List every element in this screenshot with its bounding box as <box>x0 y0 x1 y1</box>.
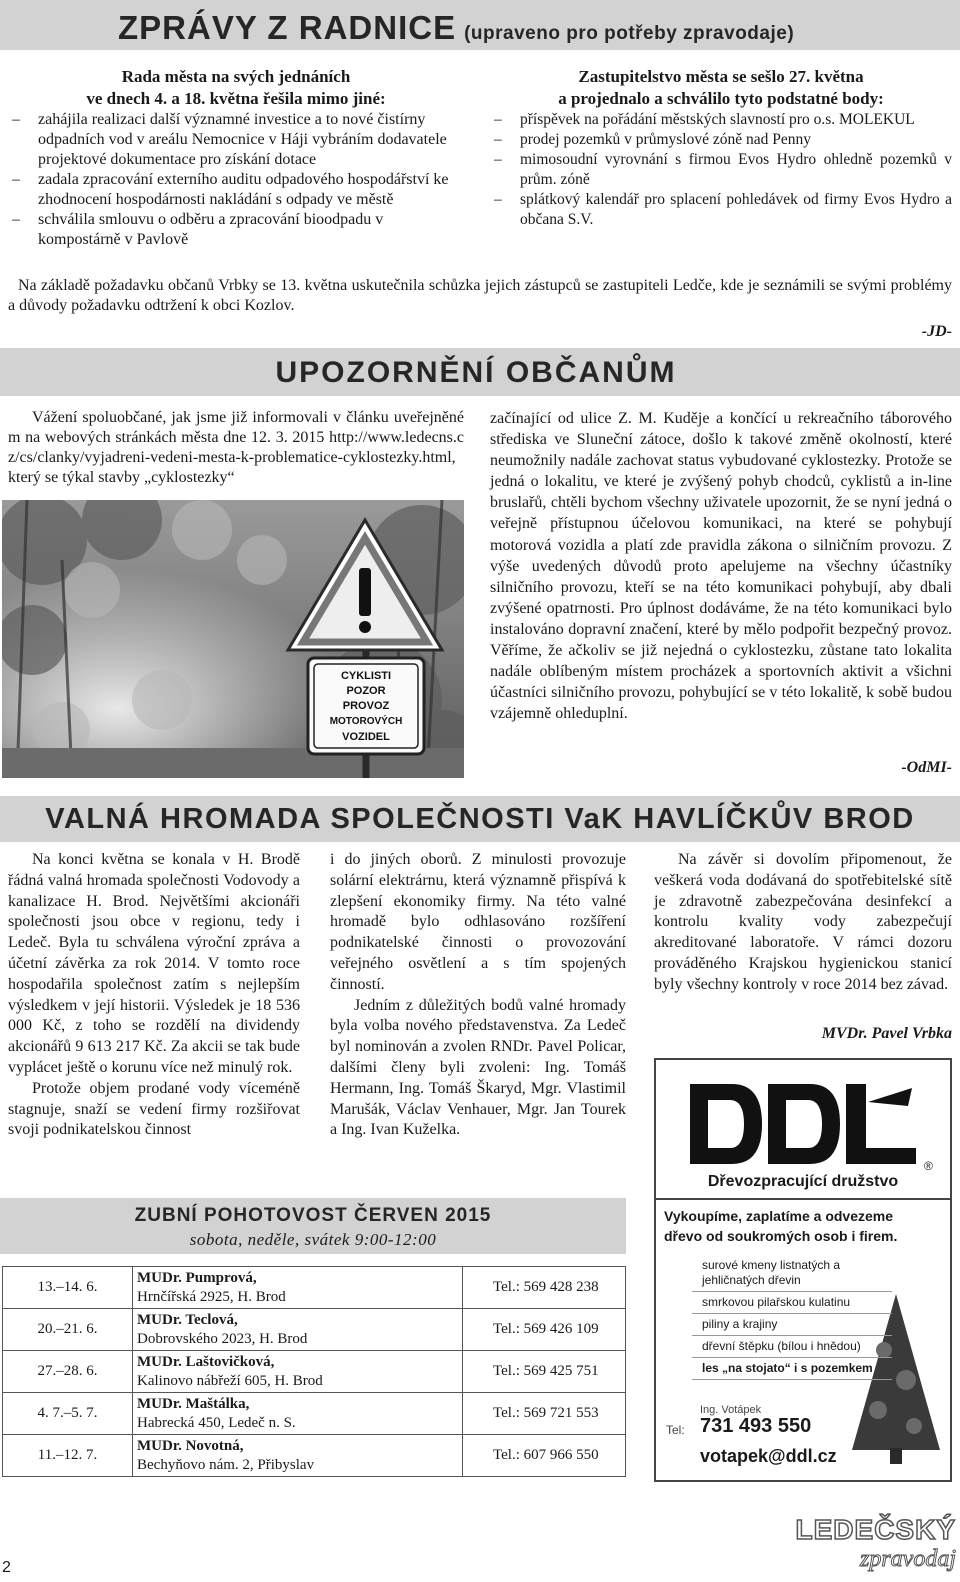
vak-paragraph: Jedním z důležitých bodů valné hromady byla volba nového představenstva. Za Ledeč byl nominován a zvolen RNDr. Pavel Policar, dalšími členy byli zvoleni: Ing. Tomáš Hermann, Ing. Tomáš Škaryd, Mgr. Vlastimil Marušák, Václav Venhauer, Mgr. Jan Tourek a Ing. Ivan Kuželka. <box>330 996 626 1139</box>
doctor-name: MUDr. Maštálka, <box>137 1395 250 1412</box>
list-item: – mimosoudní vyrovnání s firmou Evos Hydro ohledně pozemků v prům. zóně <box>490 150 952 190</box>
ad-item: dřevní štěpku (bílou i hnědou) <box>692 1336 892 1358</box>
vak-paragraph: i do jiných oborů. Z minulosti provozuje solární elektrárnu, která významně přispívá k zlepšení ekonomiky firmy. Na této valné hromadě bylo odhlasováno rozšíření podnikatelské činnosti o provozování veřejného osvětlení a s tím spojených činností. <box>330 851 626 993</box>
registered-mark: ® <box>924 1159 933 1173</box>
radnice-paragraph: Na základě požadavku občanů Vrbky se 13. května uskutečnila schůzka jejich zástupců se zastupiteli Ledče, kde je seznámili se svými problémy a důvody požadavku odtržení k obci Kozlov. <box>8 277 952 314</box>
row-tel: Tel.: 569 428 238 <box>463 1267 626 1309</box>
doctor-address: Dobrovského 2023, H. Brod <box>137 1330 308 1347</box>
ad-headline-2: dřevo od soukromých osob i firem. <box>664 1228 898 1244</box>
brand-name: LEDEČSKÝ <box>795 1514 956 1545</box>
list-item: – zadala zpracování externího auditu odpadového hospodářství ke zhodnocení hospodárnosti nakládání s odpady ve městě <box>8 170 464 210</box>
ad-headline-1: Vykoupíme, zaplatíme a odvezeme <box>664 1208 894 1224</box>
ad-items <box>692 1256 892 1380</box>
doctor-address: Hrnčířská 2925, H. Brod <box>137 1288 286 1305</box>
list-item: – splátkový kalendář pro splacení pohledávek od firmy Evos Hydro a občana S.V. <box>490 190 952 230</box>
table-row <box>3 1309 626 1351</box>
row-tel: Tel.: 569 425 751 <box>463 1351 626 1393</box>
vak-column-1 <box>8 850 300 1141</box>
vak-column-2 <box>330 850 626 1141</box>
row-tel: Tel.: 569 426 109 <box>463 1309 626 1351</box>
table-row <box>3 1393 626 1435</box>
row-date: 11.–12. 7. <box>3 1435 133 1477</box>
vak-signature: MVDr. Pavel Vrbka <box>821 1025 952 1042</box>
vak-paragraph: Na konci května se konala v H. Brodě řádná valná hromada společnosti Vodovody a kanalizace H. Brod. Největšími akcionáři společnosti jsou obce v regionu, tedy i Ledeč. Byla tu schválena výroční zpráva a účetní závěrka za rok 2014. V tomto roce hospodařila společnost zatím s nejlepším výsledkem v její historii. Výsledek je 18 536 000 Kč, z toho se rozdělí na dividendy akcionářů 9 613 217 Kč. Za akcii se tak bude vyplácet ještě o korunu více než minulý rok. <box>8 851 300 1076</box>
doctor-name: MUDr. Novotná, <box>137 1437 244 1454</box>
table-row <box>3 1351 626 1393</box>
vak-paragraph: Protože objem prodané vody víceméně stagnuje, snaží se vedení firmy rozšiřovat svoji podnikatelskou činnost <box>8 1079 300 1139</box>
page-number: 2 <box>2 1559 11 1576</box>
ddl-advertisement <box>654 1058 952 1482</box>
radnice-signature: -JD- <box>921 323 952 340</box>
row-doctor <box>133 1351 463 1393</box>
photo-illustration <box>2 500 464 778</box>
doctor-name: MUDr. Teclová, <box>137 1311 238 1328</box>
section-title-upozorneni: UPOZORNĚNÍ OBČANŮM <box>275 356 677 389</box>
sign-line-5: VOZIDEL <box>342 731 390 743</box>
right-heading-1: Zastupitelstvo města se sešlo 27. května <box>578 67 864 86</box>
vak-column-3 <box>654 850 952 996</box>
doctor-address: Kalinovo nábřeží 605, H. Brod <box>137 1372 323 1389</box>
ad-divider <box>656 1198 950 1200</box>
ad-item: piliny a krajiny <box>692 1314 892 1336</box>
ad-tel-label: Tel: <box>666 1423 685 1437</box>
doctor-address: Habrecká 450, Ledeč n. S. <box>137 1414 296 1431</box>
row-date: 13.–14. 6. <box>3 1267 133 1309</box>
section-title-radnice <box>118 8 958 48</box>
sign-line-1: CYKLISTI <box>340 670 392 682</box>
row-doctor <box>133 1435 463 1477</box>
left-list <box>8 110 464 250</box>
radnice-right-column <box>490 66 952 230</box>
doctor-address: Bechyňovo nám. 2, Přibyslav <box>137 1456 315 1473</box>
left-heading-2: ve dnech 4. a 18. května řešila mimo jiné: <box>86 89 386 108</box>
radnice-left-column <box>8 66 464 250</box>
dental-schedule-table <box>2 1266 626 1477</box>
upozorneni-intro: Vážení spoluobčané, jak jsme již informovali v článku uveřejněném na webových stránkách města dne 12. 3. 2015 http://www.ledecns.cz/cs/clanky/vyjadreni-vedeni-mesta-k-problematice-cyklostezky.html, který se týkal stavby „cyklostezky“ <box>8 409 464 486</box>
row-date: 27.–28. 6. <box>3 1351 133 1393</box>
row-tel: Tel.: 569 721 553 <box>463 1393 626 1435</box>
row-doctor <box>133 1393 463 1435</box>
table-row <box>3 1435 626 1477</box>
dental-table <box>2 1266 626 1477</box>
list-item: – prodej pozemků v průmyslové zóně nad Penny <box>490 130 952 150</box>
ad-item: surové kmeny listnatých a jehličnatých dřevin <box>692 1256 892 1292</box>
doctor-name: MUDr. Laštovičková, <box>137 1353 275 1370</box>
upozorneni-right-text: začínající od ulice Z. M. Kuděje a končící u rekreačního táborového střediska ve Sluneční zátoce, došlo k takové změně okolností, které neumožnily nadále zachovat status vybudované cyklostezky. Protože se jedná o lokalitu, ve které je zvýšený pohyb chodců, cyklistů a in-line bruslařů, chtěli bychom všechny uživatele upozornit, že se nyní jedná o veřejně přístupnou účelovou komunikaci, na které se pohybují motorová vozidla a platí zde pravidla zákona o silničním provozu. Z výše uvedených důvodů proto apelujeme na všechny účastníky silničního provozu, kteří se na této komunikaci pohybují, aby dbali zvýšené opatrnosti. Pro úplnost dodáváme, že na této komunikaci bylo instalováno dopravní značení, které by mělo podpořit bezpečný provoz. Věříme, že ačkoliv se již nejedná o cyklostezku, zůstane tato lokalita nadále oblíbeným místem procházek a sportovních aktivit a všichni účastníci silničního provozu, pohybující se v této lokalitě, k sobě budou vzájemně ohleduplní. <box>490 410 952 723</box>
sign-line-4: MOTOROVÝCH <box>329 716 403 727</box>
row-tel: Tel.: 607 966 550 <box>463 1435 626 1477</box>
list-item: – schválila smlouvu o odběru a zpracování bioodpadu v kompostárně v Pavlově <box>8 210 464 250</box>
row-date: 4. 7.–5. 7. <box>3 1393 133 1435</box>
list-item: – příspěvek na pořádání městských slavností pro o.s. MOLEKUL <box>490 110 952 130</box>
title-main: ZPRÁVY Z RADNICE <box>118 9 457 46</box>
footer-brand <box>780 1514 956 1580</box>
ad-company: Dřevozpracující družstvo <box>707 1173 899 1190</box>
list-item: – zahájila realizaci další významné investice a to nové čistírny odpadních vod v areálu Nemocnice v Háji vybráním dodavatele projektové dokumentace pro získání dotace <box>8 110 464 170</box>
ad-item: les „na stojato“ i s pozemkem <box>692 1358 892 1380</box>
row-doctor <box>133 1267 463 1309</box>
right-heading-2: a projednalo a schválilo tyto podstatné body: <box>558 89 884 108</box>
vak-paragraph: Na závěr si dovolím připomenout, že veškerá voda dodávaná do spotřebitelské sítě je zdravotně zabezpečována desinfekcí a kontrolu kvality vody zabezpečují akreditované laboratoře. V rámci dozoru prováděného Krajskou hygienickou stanicí byly všechny kontroly v roce 2014 bez závad. <box>654 851 952 993</box>
dental-title: ZUBNÍ POHOTOVOST ČERVEN 2015 <box>134 1205 492 1226</box>
row-date: 20.–21. 6. <box>3 1309 133 1351</box>
sign-line-3: PROVOZ <box>342 700 390 712</box>
ad-tel: 731 493 550 <box>700 1415 812 1437</box>
ddl-logo <box>686 1078 922 1170</box>
left-heading-1: Rada města na svých jednáních <box>121 67 351 86</box>
row-doctor <box>133 1309 463 1351</box>
ad-contact-name: Ing. Votápek <box>700 1404 762 1416</box>
sign-line-2: POZOR <box>346 685 386 697</box>
table-row <box>3 1267 626 1309</box>
ad-item: smrkovou pilařskou kulatinu <box>692 1292 892 1314</box>
warning-sign-photo <box>2 500 464 778</box>
ad-email: votapek@ddl.cz <box>700 1446 837 1466</box>
title-sub: (upraveno pro potřeby zpravodaje) <box>464 23 795 44</box>
upozorneni-signature: -OdMI- <box>901 759 952 776</box>
right-list <box>490 110 952 230</box>
dental-subtitle: sobota, neděle, svátek 9:00-12:00 <box>189 1230 437 1249</box>
doctor-name: MUDr. Pumprová, <box>137 1269 257 1286</box>
brand-sub: zpravodaj <box>860 1546 956 1572</box>
section-title-vak: VALNÁ HROMADA SPOLEČNOSTI VaK HAVLÍČKŮV BROD <box>45 803 915 835</box>
